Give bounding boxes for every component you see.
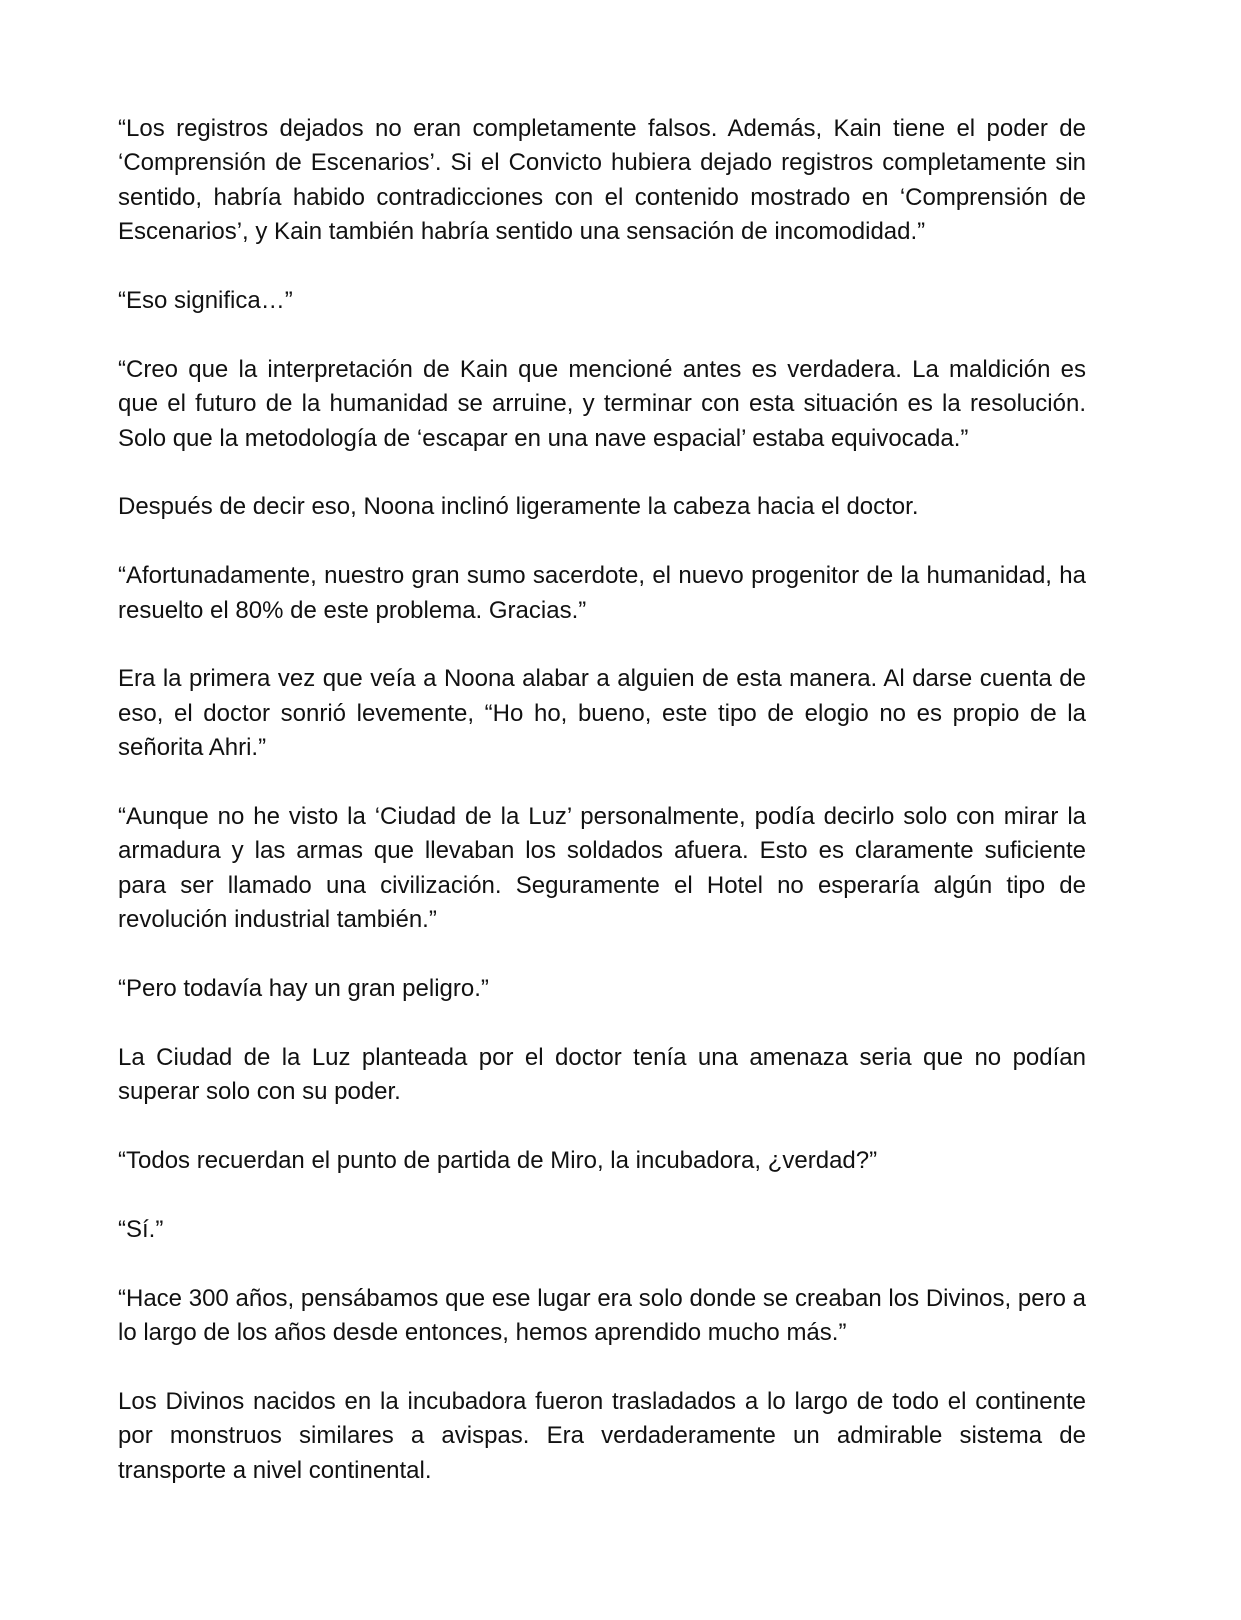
document-page	[118, 112, 1086, 1488]
paragraph: Después de decir eso, Noona inclinó ligeramente la cabeza hacia el doctor.	[118, 493, 919, 521]
paragraph: “Eso significa…”	[118, 287, 293, 315]
paragraph: La Ciudad de la Luz planteada por el doctor tenía una amenaza seria que no podían superar solo con su poder.	[118, 1043, 1086, 1106]
paragraph: “Creo que la interpretación de Kain que mencioné antes es verdadera. La maldición es que el futuro de la humanidad se arruine, y terminar con esta situación es la resolución. Solo que la metodología de ‘escapar en una nave espacial’ estaba equivocada.”	[118, 355, 1086, 452]
paragraph: “Todos recuerdan el punto de partida de Miro, la incubadora, ¿verdad?”	[118, 1147, 878, 1175]
paragraph: “Los registros dejados no eran completamente falsos. Además, Kain tiene el poder de ‘Comprensión de Escenarios’. Si el Convicto hubiera dejado registros completamente sin sentido, habría habido contradicciones con el contenido mostrado en ‘Comprensión de Escenarios’, y Kain también habría sentido una sensación de incomodidad.”	[118, 115, 1086, 246]
paragraph: Era la primera vez que veía a Noona alabar a alguien de esta manera. Al darse cuenta de eso, el doctor sonrió levemente, “Ho ho, bueno, este tipo de elogio no es propio de la señorita Ahri.”	[118, 665, 1086, 762]
paragraph: “Afortunadamente, nuestro gran sumo sacerdote, el nuevo progenitor de la humanidad, ha resuelto el 80% de este problema. Gracias.”	[118, 562, 1086, 624]
paragraph: “Pero todavía hay un gran peligro.”	[118, 975, 489, 1003]
paragraph: “Aunque no he visto la ‘Ciudad de la Luz’ personalmente, podía decirlo solo con mirar la armadura y las armas que llevaban los soldados afuera. Esto es claramente suficiente para ser llamado una civilización. Seguramente el Hotel no esperaría algún tipo de revolución industrial también.”	[118, 803, 1086, 934]
paragraph: Los Divinos nacidos en la incubadora fueron trasladados a lo largo de todo el continente por monstruos similares a avispas. Era verdaderamente un admirable sistema de transporte a nivel continental.	[118, 1387, 1086, 1484]
paragraph: “Hace 300 años, pensábamos que ese lugar era solo donde se creaban los Divinos, pero a lo largo de los años desde entonces, hemos aprendido mucho más.”	[118, 1284, 1086, 1347]
paragraph: “Sí.”	[118, 1215, 164, 1243]
